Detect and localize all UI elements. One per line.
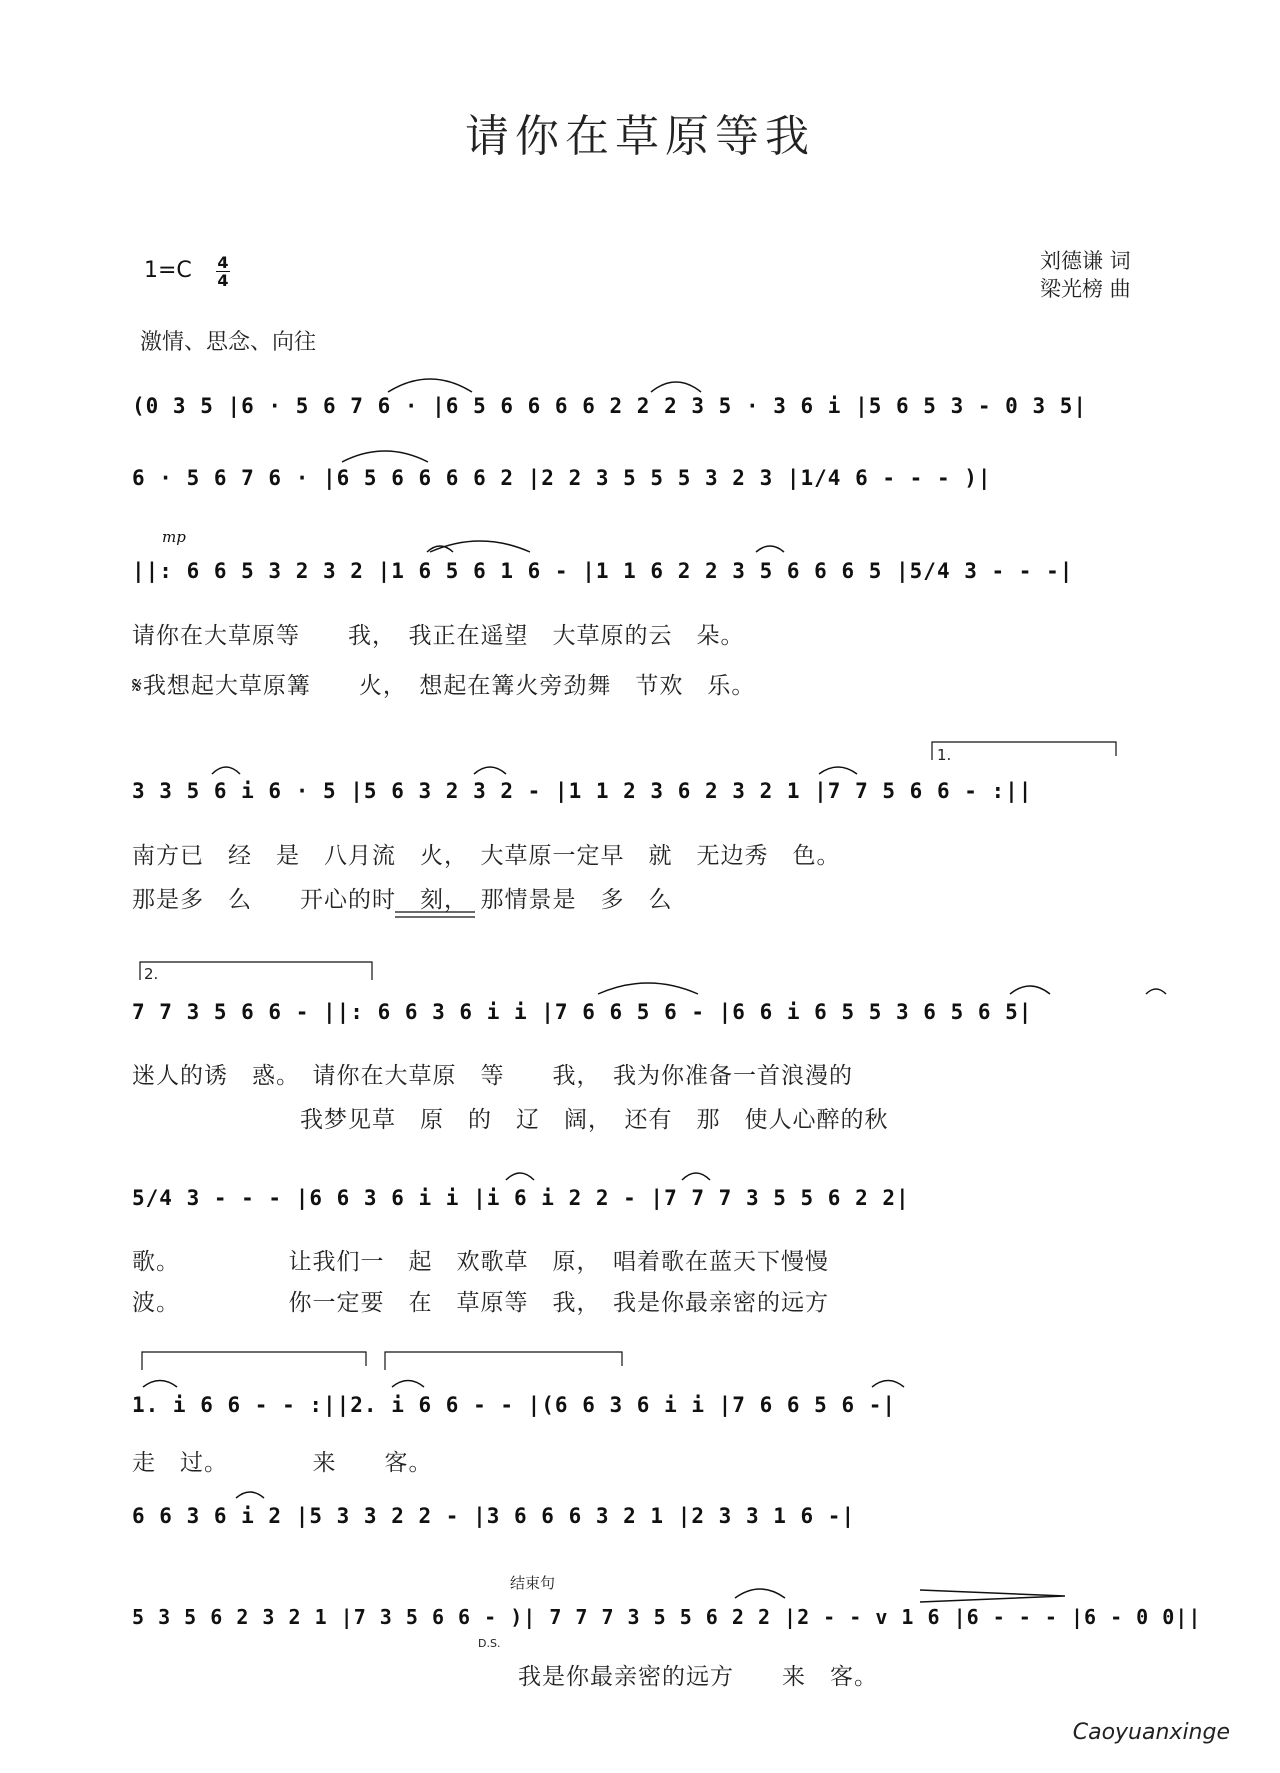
coda-label: 结束句 bbox=[510, 1574, 556, 1592]
lyric-line-5b: 我梦见草 原 的 辽 阔， 还有 那 使人心醉的秋 bbox=[132, 1107, 889, 1133]
volta-bracket-1b bbox=[142, 1352, 366, 1370]
watermark: Caoyuanxinge bbox=[1072, 1720, 1230, 1745]
lyric-line-4b: 那是多 么 开心的时 刻， 那情景是 多 么 bbox=[132, 887, 673, 913]
meter-bottom: 4 bbox=[217, 271, 229, 290]
volta-bracket-2 bbox=[140, 962, 372, 980]
notation-row-3: ||: 6 6 5 3 2 3 2 |1 6 5 6 1 6 - |1 1 6 2 2 3 5 6 6 6 5 |5/4 3 - - -| bbox=[132, 559, 1074, 583]
lyric-line-6a: 歌。 让我们一 起 欢歌草 原， 唱着歌在蓝天下慢慢 bbox=[132, 1249, 829, 1275]
slur bbox=[651, 382, 701, 392]
slur bbox=[212, 767, 240, 774]
slur bbox=[1146, 989, 1166, 994]
slur bbox=[819, 767, 857, 774]
expression-marking: 激情、思念、向往 bbox=[140, 330, 317, 355]
slur bbox=[756, 546, 784, 552]
lyric-line-4a: 南方已 经 是 八月流 火， 大草原一定早 就 无边秀 色。 bbox=[132, 843, 841, 869]
slur bbox=[236, 1492, 264, 1498]
lyricist-credit: 刘德谦 词 bbox=[1040, 249, 1131, 273]
notation-row-5: 7 7 3 5 6 6 - ||: 6 6 3 6 i i |7 6 6 5 6 - |6 6 i 6 5 5 3 6 5 6 5| bbox=[132, 1000, 1033, 1024]
notation-row-6: 5/4 3 - - - |6 6 3 6 i i |i 6 i 2 2 - |7 7 7 3 5 5 6 2 2| bbox=[132, 1186, 910, 1210]
notation-row-1: (0 3 5 |6 · 5 6 7 6 · |6 5 6 6 6 6 2 2 2 3 5 · 3 6 i |5 6 5 3 - 0 3 5| bbox=[132, 394, 1088, 418]
hairpin bbox=[920, 1590, 1065, 1602]
lyric-line-3b: 𝄋我想起大草原篝 火， 想起在篝火旁劲舞 节欢 乐。 bbox=[132, 673, 756, 699]
slur bbox=[474, 767, 506, 774]
notation-row-2: 6 · 5 6 7 6 · |6 5 6 6 6 6 2 |2 2 3 5 5 5 3 2 3 |1/4 6 - - - )| bbox=[132, 466, 992, 490]
notation-row-8: 6 6 3 6 i 2 |5 3 3 2 2 - |3 6 6 6 3 2 1 |2 3 3 1 6 -| bbox=[132, 1504, 856, 1528]
volta-2-label: 2. bbox=[144, 965, 159, 983]
song-title: 请你在草原等我 bbox=[465, 111, 815, 162]
composer-credit: 梁光榜 曲 bbox=[1040, 277, 1131, 301]
lyric-underline bbox=[395, 912, 475, 917]
lyric-line-9: 我是你最亲密的远方 来 客。 bbox=[518, 1664, 878, 1690]
slur bbox=[388, 379, 472, 392]
notation-row-7: 1. i 6 6 - - :||2. i 6 6 - - |(6 6 3 6 i i |7 6 6 5 6 -| bbox=[132, 1393, 897, 1417]
meter-top: 4 bbox=[217, 253, 229, 272]
volta-1-label: 1. bbox=[937, 746, 952, 764]
ds-mark: D.S. bbox=[478, 1637, 501, 1650]
lyric-line-7: 走 过。 来 客。 bbox=[132, 1450, 433, 1476]
slur bbox=[506, 1173, 534, 1180]
lyric-line-3a: 请你在大草原等 我， 我正在遥望 大草原的云 朵。 bbox=[132, 623, 745, 649]
lyric-line-5a: 迷人的诱 惑。 请你在大草原 等 我， 我为你准备一首浪漫的 bbox=[132, 1063, 853, 1089]
volta-bracket-1 bbox=[932, 742, 1116, 760]
slur bbox=[392, 1381, 424, 1388]
slur bbox=[143, 1381, 177, 1388]
slur bbox=[1010, 986, 1050, 994]
notation-row-9: 5 3 5 6 2 3 2 1 |7 3 5 6 6 - )| 7 7 7 3 5 5 6 2 2 |2 - - v 1 6 |6 - - - |6 - 0 0|| bbox=[132, 1605, 1202, 1629]
slur bbox=[430, 541, 530, 552]
key-signature: 1=C bbox=[144, 258, 192, 283]
slur bbox=[735, 1589, 785, 1598]
volta-bracket-2b bbox=[385, 1352, 622, 1370]
lyric-line-6b: 波。 你一定要 在 草原等 我， 我是你最亲密的远方 bbox=[132, 1290, 829, 1316]
slur bbox=[598, 983, 698, 994]
notation-row-4: 3 3 5 6 i 6 · 5 |5 6 3 2 3 2 - |1 1 2 3 6 2 3 2 1 |7 7 5 6 6 - :|| bbox=[132, 779, 1033, 803]
dynamic-mark-mp: mp bbox=[162, 528, 186, 546]
slur bbox=[682, 1173, 710, 1180]
slur bbox=[342, 451, 428, 462]
slur bbox=[872, 1381, 904, 1388]
